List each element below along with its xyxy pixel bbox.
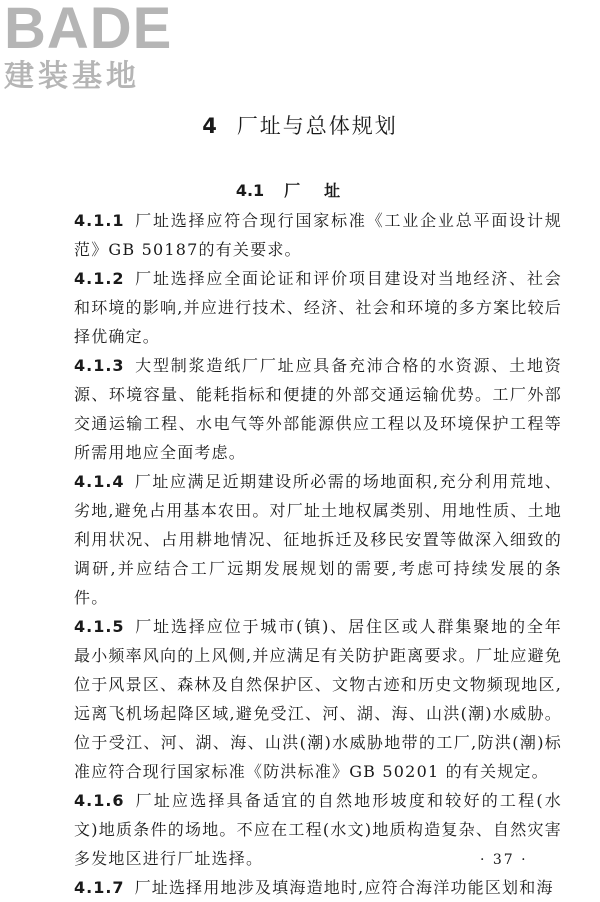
chapter-number: 4 xyxy=(202,114,219,138)
clause-number: 4.1.5 xyxy=(74,617,125,636)
clause-number: 4.1.3 xyxy=(74,356,125,375)
clause-4-1-4 xyxy=(74,467,562,612)
clause-number: 4.1.4 xyxy=(74,472,125,491)
clause-number: 4.1.6 xyxy=(74,791,125,810)
clause-4-1-5 xyxy=(74,612,562,786)
clause-4-1-3 xyxy=(74,351,562,467)
logo-subtitle: 建装基地 xyxy=(4,59,140,94)
logo-wordmark: BADE xyxy=(4,0,173,61)
section-title xyxy=(0,178,600,201)
clause-number: 4.1.2 xyxy=(74,269,125,288)
section-name: 厂址 xyxy=(284,181,365,200)
section-number: 4.1 xyxy=(235,181,265,200)
clause-number: 4.1.7 xyxy=(74,878,125,897)
clause-text: 厂址应选择具备适宜的自然地形坡度和较好的工程(水文)地质条件的场地。不应在工程(水文)地质构造复杂、自然灾害多发地区进行厂址选择。 xyxy=(74,791,562,868)
page-number: · 37 · xyxy=(480,852,528,868)
clause-text: 厂址选择应全面论证和评价项目建设对当地经济、社会和环境的影响,并应进行技术、经济、社会和环境的多方案比较后择优确定。 xyxy=(74,269,562,346)
logo xyxy=(4,0,176,94)
clause-text: 厂址选择用地涉及填海造地时,应符合海洋功能区划和海 xyxy=(134,878,554,897)
chapter-title xyxy=(0,110,600,140)
chapter-name: 厂址与总体规划 xyxy=(236,114,398,138)
document-body xyxy=(74,206,562,902)
clause-text: 厂址应满足近期建设所必需的场地面积,充分利用荒地、劣地,避免占用基本农田。对厂址土地权属类别、用地性质、土地利用状况、占用耕地情况、征地拆迁及移民安置等做深入细致的调研,并应结合工厂远期发展规划的需要,考虑可持续发展的条件。 xyxy=(74,472,562,607)
clause-4-1-2 xyxy=(74,264,562,351)
clause-text: 厂址选择应符合现行国家标准《工业企业总平面设计规范》GB 50187的有关要求。 xyxy=(74,211,562,259)
clause-text: 厂址选择应位于城市(镇)、居住区或人群集聚地的全年最小频率风向的上风侧,并应满足有关防护距离要求。厂址应避免位于风景区、森林及自然保护区、文物古迹和历史文物频现地区,远离飞机场起降区域,避免受江、河、湖、海、山洪(潮)水威胁。位于受江、河、湖、海、山洪(潮)水威胁地带的工厂,防洪(潮)标准应符合现行国家标准《防洪标准》GB 50201 的有关规定。 xyxy=(74,617,562,781)
clause-text: 大型制浆造纸厂厂址应具备充沛合格的水资源、土地资源、环境容量、能耗指标和便捷的外部交通运输优势。工厂外部交通运输工程、水电气等外部能源供应工程以及环境保护工程等所需用地应全面考虑。 xyxy=(74,356,562,462)
clause-number: 4.1.1 xyxy=(74,211,125,230)
clause-4-1-7 xyxy=(74,873,562,902)
clause-4-1-1 xyxy=(74,206,562,264)
